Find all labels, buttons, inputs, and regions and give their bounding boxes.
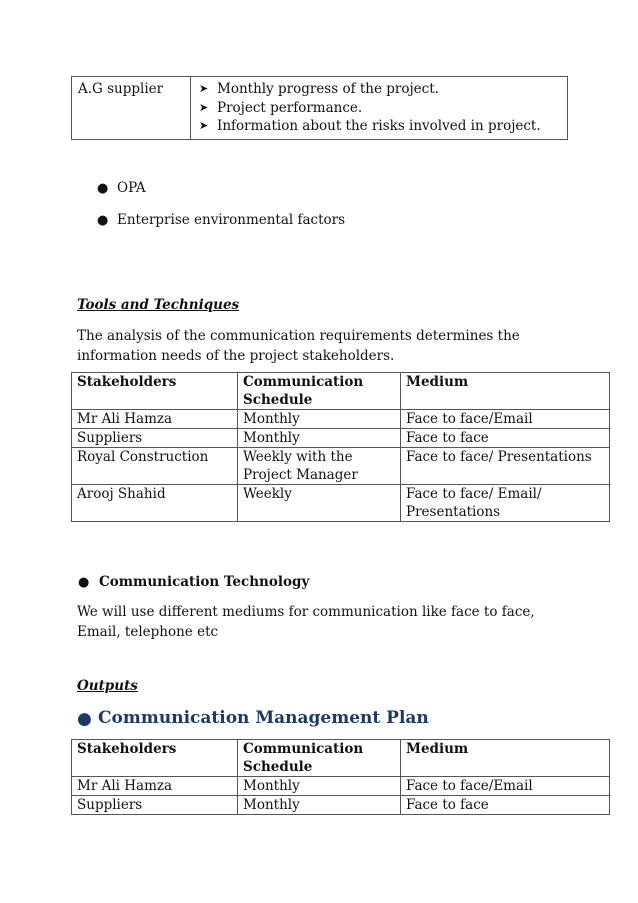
table-cell-items	[191, 77, 568, 140]
table-cell: Mr Ali Hamza	[72, 410, 238, 429]
table-row	[72, 777, 610, 796]
table-cell-party	[72, 77, 191, 140]
info-list	[197, 80, 561, 136]
table-row	[72, 796, 610, 815]
table-cell: Face to face/ Presentations	[401, 448, 610, 485]
table-header-row	[72, 373, 610, 410]
bullet-icon: ●	[77, 709, 92, 729]
table-cell: Face to face/Email	[401, 410, 610, 429]
table-cell: Monthly	[238, 429, 401, 448]
list-item-opa: OPA	[117, 180, 146, 196]
list-item-eef: Enterprise environmental factors	[117, 212, 346, 228]
table-cell: Face to face	[401, 796, 610, 815]
comm-tech-paragraph: We will use different mediums for communication like face to face, Email, telephone etc	[77, 604, 535, 640]
column-header: Medium	[401, 740, 610, 777]
supplier-info-table	[71, 76, 568, 140]
table-cell: Weekly	[238, 485, 401, 522]
party-label: A.G supplier	[78, 81, 164, 97]
column-header: Stakeholders	[72, 373, 238, 410]
table-row	[72, 448, 610, 485]
table-cell: Suppliers	[72, 429, 238, 448]
table-cell: Arooj Shahid	[72, 485, 238, 522]
table-cell: Face to face	[401, 429, 610, 448]
bullet-icon: ●	[97, 181, 109, 196]
section-heading-outputs: Outputs	[77, 678, 138, 694]
table-cell: Mr Ali Hamza	[72, 777, 238, 796]
table-cell: Monthly	[238, 410, 401, 429]
list-item: ➤ Information about the risks involved in project.	[199, 118, 541, 134]
table-row	[72, 410, 610, 429]
table-cell: Monthly	[238, 796, 401, 815]
plan-table	[71, 739, 610, 815]
column-header: Communication Schedule	[238, 740, 401, 777]
plan-title: Communication Management Plan	[98, 708, 429, 728]
section-heading-tools: Tools and Techniques	[77, 297, 240, 313]
table-cell: Weekly with the Project Manager	[238, 448, 401, 485]
table-row	[72, 77, 568, 140]
list-item: ➤ Monthly progress of the project.	[199, 81, 439, 97]
table-cell: Suppliers	[72, 796, 238, 815]
table-cell: Face to face/Email	[401, 777, 610, 796]
bullet-icon: ●	[97, 213, 109, 228]
arrow-bullet-icon: ➤	[199, 100, 209, 114]
column-header: Medium	[401, 373, 610, 410]
arrow-bullet-icon: ➤	[199, 119, 209, 132]
table-header-row	[72, 740, 610, 777]
table-row	[72, 429, 610, 448]
column-header: Stakeholders	[72, 740, 238, 777]
bullet-icon: ●	[78, 575, 90, 590]
arrow-bullet-icon: ➤	[199, 82, 209, 95]
list-item: ➤ Project performance.	[199, 99, 363, 116]
column-header: Communication Schedule	[238, 373, 401, 410]
section-heading-comm-tech: Communication Technology	[99, 574, 310, 590]
table-cell: Face to face/ Email/ Presentations	[401, 485, 610, 522]
table-row	[72, 485, 610, 522]
tools-paragraph: The analysis of the communication requirements determines the information needs of the project stakeholders.	[77, 328, 520, 364]
table-cell: Royal Construction	[72, 448, 238, 485]
table-cell: Monthly	[238, 777, 401, 796]
stakeholder-table	[71, 372, 610, 522]
